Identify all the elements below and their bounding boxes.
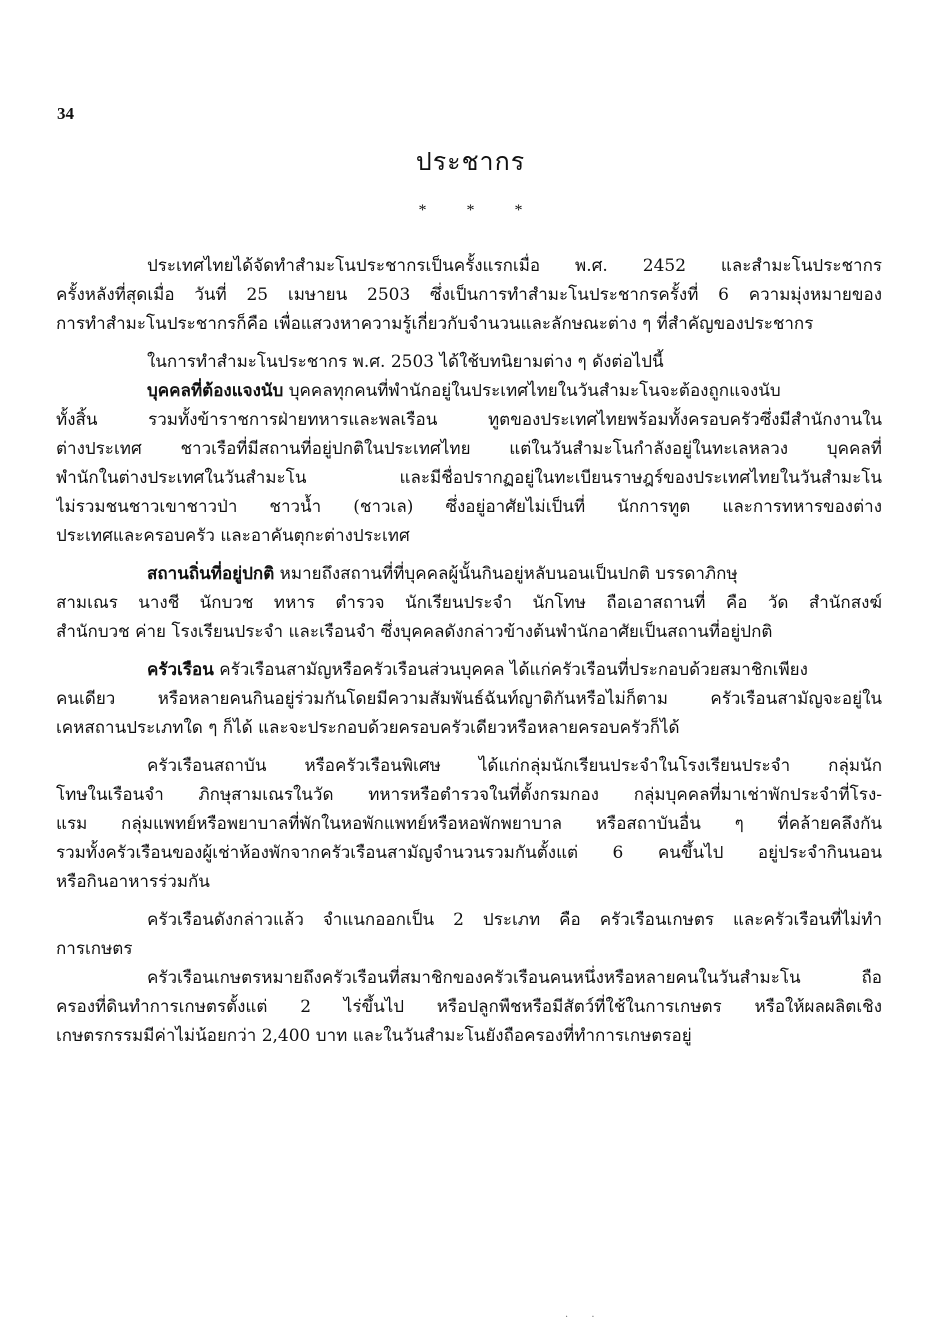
text-line: ครั้งหลังที่สุดเมื่อ วันที่ 25 เมษายน 2503 ซึ่งเป็นการทำสำมะโนประชากรครั้งที่ 6 ความมุ่งหมายของ [56, 285, 882, 305]
text-line: ประเทศไทยได้จัดทำสำมะโนประชากรเป็นครั้งแรกเมื่อ พ.ศ. 2452 และสำมะโนประชากร [147, 256, 882, 276]
text-line: การทำสำมะโนประชากรก็คือ เพื่อแสวงหาความรู้เกี่ยวกับจำนวนและลักษณะต่าง ๆ ที่สำคัญของประชากร [56, 314, 814, 334]
scan-artifact: · · [565, 1312, 605, 1323]
paragraph-usual-residence [56, 560, 882, 647]
definition-text: บุคคลทุกคนที่พำนักอยู่ในประเทศไทยในวันสำมะโนจะต้องถูกแจงนับ [283, 381, 781, 401]
text-line: ครองที่ดินทำการเกษตรตั้งแต่ 2 ไร่ขึ้นไป หรือปลูกพืชหรือมีสัตว์ที่ใช้ในการเกษตร หรือให้ผลผลิตเชิง [56, 997, 882, 1017]
text-line: ประเทศและครอบครัว และอาคันตุกะต่างประเทศ [56, 526, 410, 546]
text-line: ทั้งสิ้น รวมทั้งข้าราชการฝ่ายทหารและพลเรือน ทูตของประเทศไทยพร้อมทั้งครอบครัวซึ่งมีสำนักงานใน [56, 410, 882, 430]
definition-text: หมายถึงสถานที่ที่บุคคลผู้นั้นกินอยู่หลับนอนเป็นปกติ บรรดาภิกษุ [274, 564, 738, 584]
text-line: คนเดียว หรือหลายคนกินอยู่ร่วมกันโดยมีความสัมพันธ์ฉันท์ญาติกันหรือไม่ก็ตาม ครัวเรือนสามัญจะอยู่ใน [56, 689, 882, 709]
text-line: รวมทั้งครัวเรือนของผู้เช่าห้องพักจากครัวเรือนสามัญจำนวนรวมกันตั้งแต่ 6 คนขึ้นไป อยู่ประจำกินนอน [56, 843, 882, 863]
paragraph-census-history [56, 252, 882, 339]
text-line: ครัวเรือนเกษตรหมายถึงครัวเรือนที่สมาชิกของครัวเรือนคนหนึ่งหรือหลายคนในวันสำมะโน ถือ [147, 968, 882, 988]
paragraph-institutional-household [56, 752, 882, 897]
definition-text: ครัวเรือนสามัญหรือครัวเรือนส่วนบุคคล ได้แก่ครัวเรือนที่ประกอบด้วยสมาชิกเพียง [213, 660, 808, 680]
definition-term: ครัวเรือน [147, 660, 214, 680]
text-line: สามเณร นางชี นักบวช ทหาร ตำรวจ นักเรียนประจำ นักโทษ ถือเอาสถานที่ คือ วัด สำนักสงฆ์ [56, 593, 882, 613]
text-line: แรม กลุ่มแพทย์หรือพยาบาลที่พักในหอพักแพทย์หรือหอพักพยาบาล หรือสถาบันอื่น ๆ ที่คล้ายคลึงกัน [56, 814, 882, 834]
text-line: โทษในเรือนจำ ภิกษุสามเณรในวัด ทหารหรือตำรวจในที่ตั้งกรมกอง กลุ่มบุคคลที่มาเช่าพักประจำที่โรง- [56, 785, 882, 805]
body-text [56, 252, 882, 1051]
paragraph-household [56, 656, 882, 743]
text-line: เคหสถานประเภทใด ๆ ก็ได้ และจะประกอบด้วยครอบครัวเดียวหรือหลายครอบครัวก็ได้ [56, 718, 680, 738]
page-title: ประชากร [415, 147, 526, 176]
text-line: ไม่รวมชนชาวเขาชาวป่า ชาวน้ำ (ชาวเล) ซึ่งอยู่อาศัยไม่เป็นที่ นักการทูต และการทหารของต่าง [56, 497, 882, 517]
paragraph-agricultural-household [56, 964, 882, 1051]
text-line: พำนักในต่างประเทศในวันสำมะโน และมีชื่อปรากฏอยู่ในทะเบียนราษฎร์ของประเทศไทยในวันสำมะโน [56, 468, 882, 488]
paragraph-household-types [56, 906, 882, 964]
text-line: ครัวเรือนดังกล่าวแล้ว จำแนกออกเป็น 2 ประเภท คือ ครัวเรือนเกษตร และครัวเรือนที่ไม่ทำ [147, 910, 882, 930]
text-line: ครัวเรือนสถาบัน หรือครัวเรือนพิเศษ ได้แก่กลุ่มนักเรียนประจำในโรงเรียนประจำ กลุ่มนัก [147, 756, 882, 776]
text-line: หรือกินอาหารร่วมกัน [56, 872, 210, 892]
text-line: ในการทำสำมะโนประชากร พ.ศ. 2503 ได้ใช้บทนิยามต่าง ๆ ดังต่อไปนี้ [147, 352, 664, 372]
text-line [56, 377, 882, 406]
text-line [56, 560, 882, 589]
text-line: การเกษตร [56, 939, 133, 959]
page-number: 34 [57, 104, 74, 123]
text-line: สำนักบวช ค่าย โรงเรียนประจำ และเรือนจำ ซึ่งบุคคลดังกล่าวข้างต้นพำนักอาศัยเป็นสถานที่อยู่ปกติ [56, 622, 773, 642]
paragraph-definitions-intro [56, 348, 882, 377]
section-separator: * * * [418, 202, 523, 219]
text-line: เกษตรกรรมมีค่าไม่น้อยกว่า 2,400 บาท และในวันสำมะโนยังถือครองที่ทำการเกษตรอยู่ [56, 1026, 692, 1046]
text-line [56, 656, 882, 685]
definition-term: สถานถิ่นที่อยู่ปกติ [147, 564, 275, 584]
definition-term: บุคคลที่ต้องแจงนับ [147, 381, 284, 401]
paragraph-enumerated-persons [56, 377, 882, 551]
text-line: ต่างประเทศ ชาวเรือที่มีสถานที่อยู่ปกติในประเทศไทย แต่ในวันสำมะโนกำลังอยู่ในทะเลหลวง บุคคลที่ [56, 439, 882, 459]
